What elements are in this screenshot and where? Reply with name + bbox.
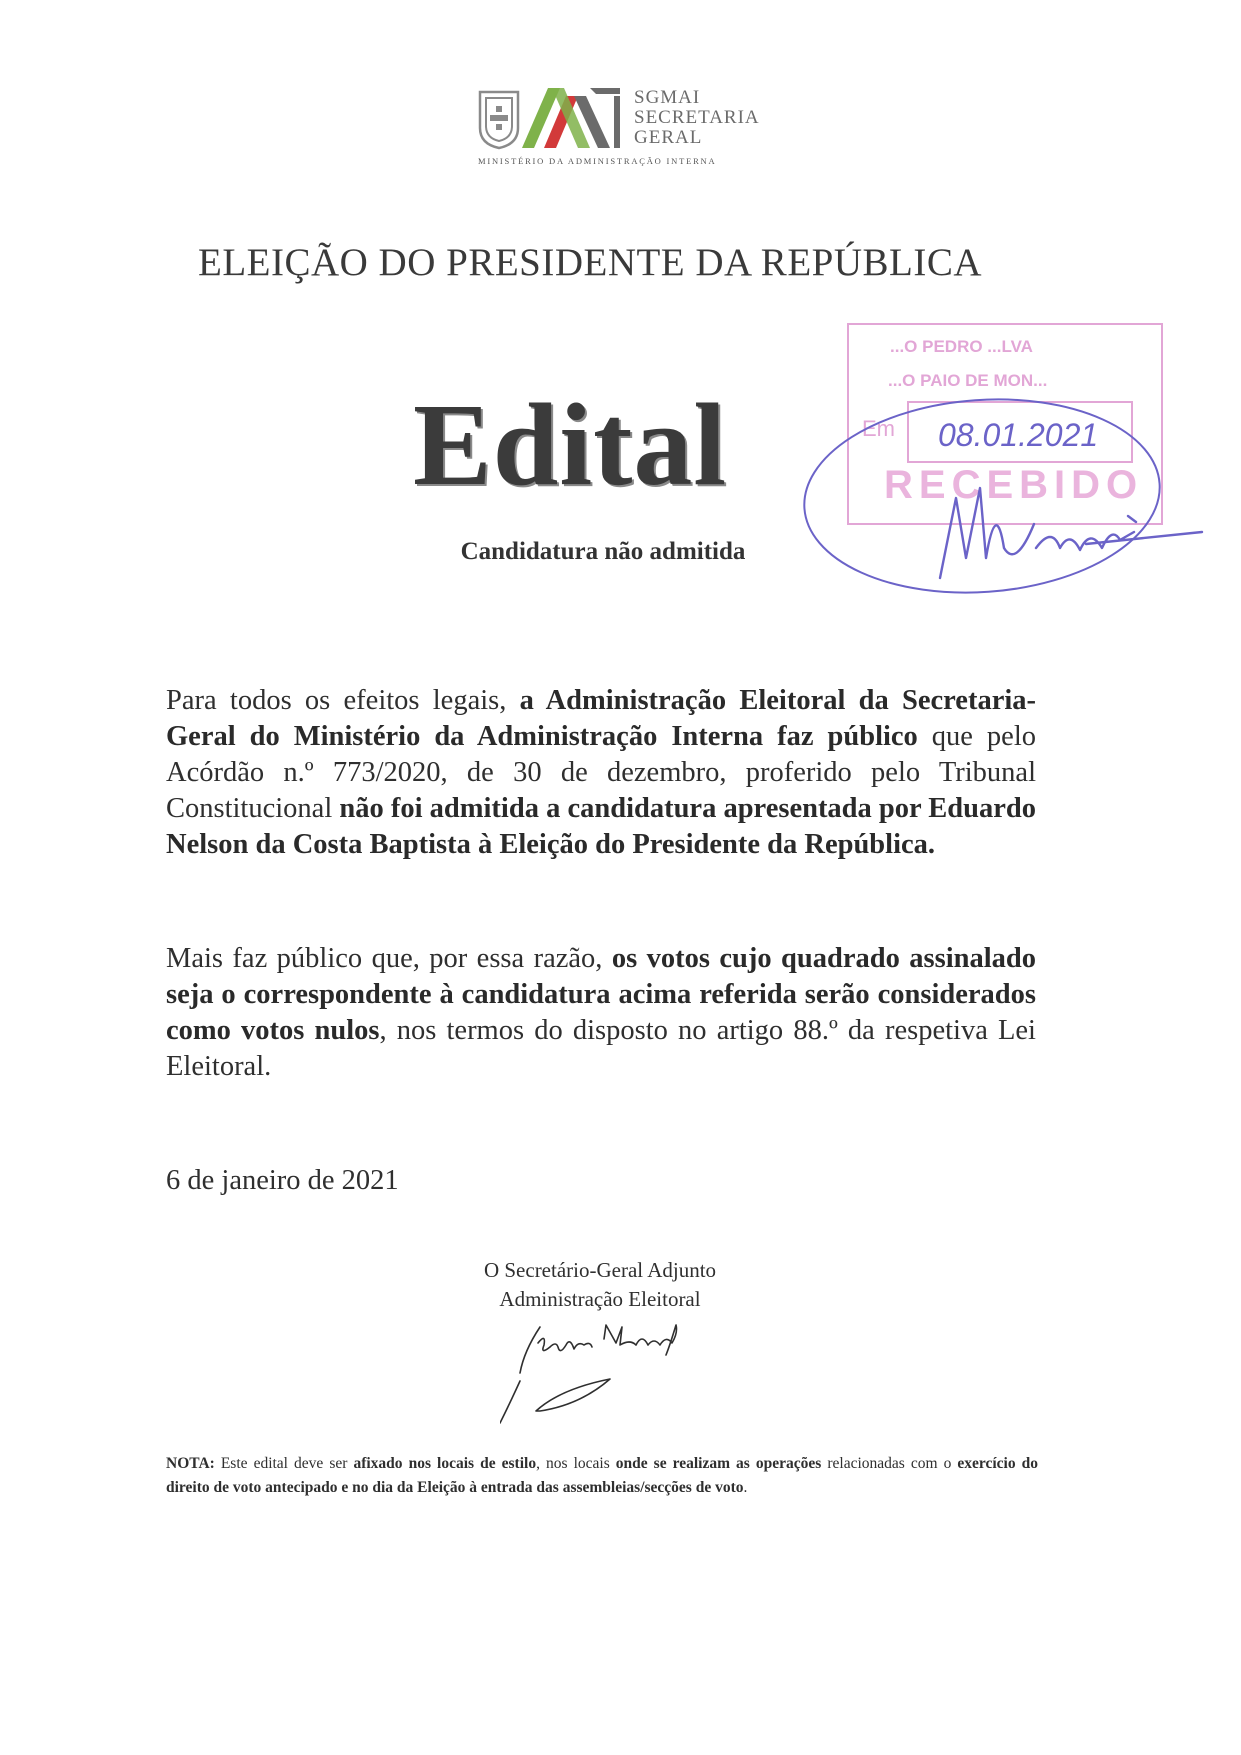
paragraph-null-votes bbox=[166, 941, 1036, 1085]
shield-icon bbox=[480, 92, 518, 148]
footnote-text: relacionadas com o bbox=[821, 1455, 958, 1472]
sgmai-emblem-icon bbox=[478, 84, 628, 152]
stamp-line1: ...O PEDRO ...LVA bbox=[890, 337, 1033, 356]
paragraph-notice-text: que pelo Acórdão n.º 773/2020, de 30 de dezembro, proferido pelo Tribunal Constitucional bbox=[166, 721, 1037, 824]
edital-subheading: Candidatura não admitida bbox=[460, 538, 746, 565]
paragraph-null-votes-bold: os votos cujo quadrado assinalado seja o correspondente à candidatura acima referida serão considerados como votos nulos bbox=[166, 943, 1036, 1046]
edital-heading: Edital bbox=[413, 379, 728, 510]
footnote-bold: exercício do direito de voto antecipado e no dia da Eleição à entrada das assembleias/secções de voto bbox=[166, 1455, 1039, 1496]
sgmai-logo bbox=[478, 84, 768, 176]
logo-line-geral: GERAL bbox=[634, 127, 703, 148]
footnote-text: , nos locais bbox=[536, 1455, 616, 1472]
signatory-department: Administração Eleitoral bbox=[499, 1287, 701, 1311]
paragraph-null-votes-text: Mais faz público que, por essa razão, bbox=[166, 943, 612, 974]
signature-icon bbox=[500, 1315, 710, 1427]
footnote-text: . bbox=[743, 1479, 748, 1496]
footnote-bold: onde se realizam as operações bbox=[615, 1455, 822, 1472]
footnote-text: Este edital deve ser bbox=[214, 1455, 354, 1472]
paragraph-null-votes-text: , nos termos do disposto no artigo 88.º da respetiva Lei Eleitoral. bbox=[166, 1015, 1036, 1082]
logo-line-sgmai: SGMAI bbox=[634, 87, 701, 108]
logo-line-secretaria: SECRETARIA bbox=[634, 107, 760, 128]
signatory-title: O Secretário-Geral Adjunto bbox=[483, 1258, 717, 1282]
stamp-received-text: RECEBIDO bbox=[884, 463, 1144, 507]
footnote-bold: NOTA: bbox=[166, 1455, 215, 1472]
paragraph-notice-text: Para todos os efeitos legais, bbox=[166, 685, 520, 716]
received-stamp bbox=[790, 318, 1210, 618]
document-date: 6 de janeiro de 2021 bbox=[166, 1165, 399, 1196]
paragraph-notice-bold: não foi admitida a candidatura apresentada por Eduardo Nelson da Costa Baptista à Eleição do Presidente da República. bbox=[166, 793, 1036, 860]
paragraph-notice-bold: a Administração Eleitoral da Secretaria-Geral do Ministério da Administração Interna faz público bbox=[166, 685, 1037, 752]
stamp-line2: ...O PAIO DE MON... bbox=[888, 371, 1048, 390]
stamp-handwritten-date: 08.01.2021 bbox=[938, 417, 1099, 453]
footnote-bold: afixado nos locais de estilo bbox=[353, 1455, 537, 1472]
footnote bbox=[166, 1452, 1038, 1500]
stamp-em-label: Em bbox=[862, 416, 895, 441]
paragraph-notice bbox=[166, 683, 1036, 863]
page-title: ELEIÇÃO DO PRESIDENTE DA REPÚBLICA bbox=[198, 241, 982, 284]
ministry-label: MINISTÉRIO DA ADMINISTRAÇÃO INTERNA bbox=[478, 156, 717, 166]
signatory-block bbox=[430, 1256, 770, 1314]
